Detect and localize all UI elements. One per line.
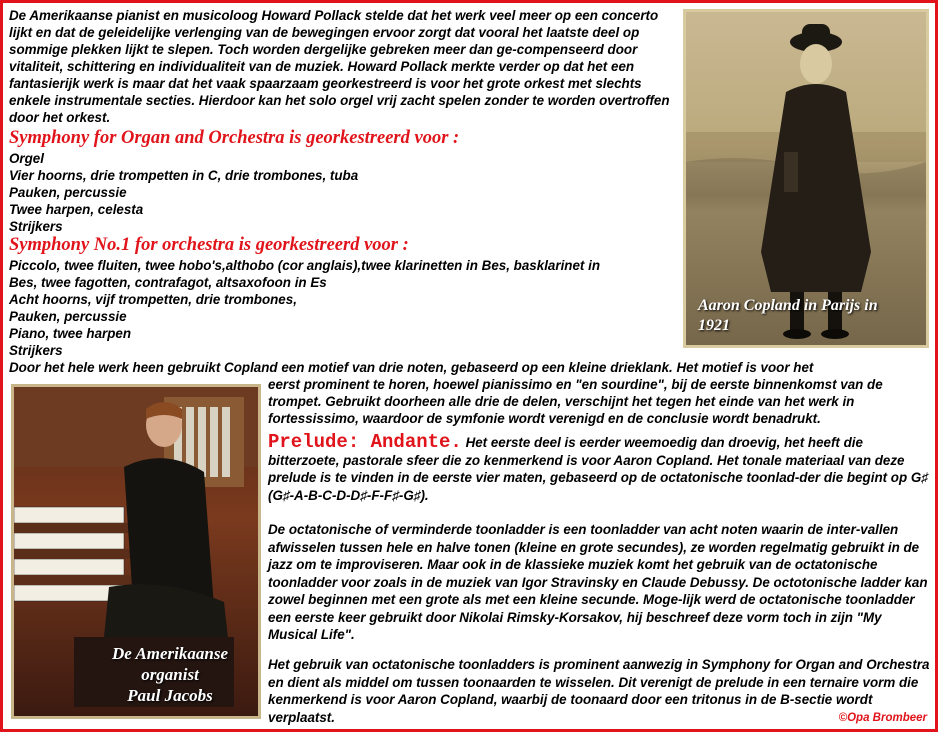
caption-line: De Amerikaanse <box>112 644 229 663</box>
intro-paragraph: De Amerikaanse pianist en musicoloog Howard Pollack stelde dat het werk veel meer op een concerto lijkt en dat de geleidelijke verlenging van de bewegingen ervoor zorgt dat vooral het laatste deel op sommige plekken lijkt te slepen. Toch worden dergelijke gebreken meer dan ge-compenseerd door vitaliteit, schittering en individualiteit van de muziek. Howard Pollack merkte verder op dat het een fantasierijk werk is maar dat het vaak spaarzaam georkestreerd is voor het grote orkest met slechts enkele instrumentale secties. Hierdoor kan het solo orgel vrij zacht spelen zonder te worden overtroffen door het orkest. <box>9 8 670 125</box>
prelude-paragraph <box>268 431 930 504</box>
heading-organ-orchestration: Symphony for Organ and Orchestra is georkestreerd voor : <box>9 128 460 148</box>
caption-line: 1921 <box>698 317 730 334</box>
organ-instrument-list <box>9 150 358 235</box>
prelude-text: Het eerste deel is eerder weemoedig dan droevig, het heeft die bitterzoete, pastorale sfeer die zo kenmerkend is voor Aaron Copland. Het tonale materiaal van deze prelude is te vinden in de eerste vier maten, gebaseerd op de octatonische toonlad-der die begint op G♯ (G♯-A-B-C-D-D♯-F-F♯-G♯). <box>268 435 928 503</box>
jacobs-photo <box>11 384 261 719</box>
octatonic-paragraph: De octatonische of verminderde toonladder is een toonladder van acht noten waarin de inter-vallen afwisselen tussen hele en halve tonen (kleine en grote secundes), ze worden regelmatig gebruikt in de jazz om te improviseren. Maar ook in de klassieke muziek komt het gebruik van de octatonische toonladder voor zoals in de muziek van Igor Stravinsky en Claude Debussy. De octotonische ladder kan zowel beginnen met een grote als met een kleine secunde. Moge-lijk werd de octatonische toonladder een eerste keer gebruikt door Nikolai Rimsky-Korsakov, hij beschreef deze vorm toch in zijn "My Musical Life". <box>268 522 928 642</box>
list-item: Acht hoorns, vijf trompetten, drie trombones, <box>9 292 297 307</box>
motif-first-line: Door het hele werk heen gebruikt Copland een motief van drie noten, gebaseerd op een kleine drieklank. Het motief is voor het <box>9 360 814 375</box>
list-item: Strijkers <box>9 219 63 234</box>
copland-caption <box>698 296 878 336</box>
symphony1-instrument-list <box>9 257 600 359</box>
usage-paragraph: Het gebruik van octatonische toonladders is prominent aanwezig in Symphony for Organ and Orchestra en dient als middel om tussen toonaarden te wisselen. Dit verenigt de prelude in een ternaire vorm die kenmerkend is voor Aaron Copland, waarbij de toonaard door een tritonus in de B-sectie wordt verplaatst. <box>268 657 930 725</box>
list-item: Pauken, percussie <box>9 185 127 200</box>
list-item: Vier hoorns, drie trompetten in C, drie trombones, tuba <box>9 168 359 183</box>
jacobs-caption <box>112 643 228 706</box>
caption-line: Paul Jacobs <box>127 686 213 705</box>
list-item: Orgel <box>9 151 44 166</box>
caption-line: Aaron Copland in Parijs in <box>698 297 878 314</box>
caption-line: organist <box>141 665 199 684</box>
heading-symphony1-orchestration: Symphony No.1 for orchestra is georkestreerd voor : <box>9 235 409 255</box>
copyright-notice: ©Opa Brombeer <box>838 712 927 724</box>
list-item: Strijkers <box>9 343 63 358</box>
list-item: Piano, twee harpen <box>9 326 132 341</box>
list-item: Twee harpen, celesta <box>9 202 144 217</box>
prelude-title: Prelude: Andante. <box>268 431 462 453</box>
list-item: Pauken, percussie <box>9 309 127 324</box>
list-item: Piccolo, twee fluiten, twee hobo's,althobo (cor anglais),twee klarinetten in Bes, basklarinet in <box>9 258 601 273</box>
copland-photo <box>683 9 929 348</box>
motif-paragraph: eerst prominent te horen, hoewel pianissimo en "en sourdine", bij de eerste binnenkomst van de trompet. Gebruikt doorheen alle drie de delen, verschijnt het tegen het einde van het werk in fortessissimo, waardoor de symfonie wordt verenigd en de conclusie wordt benadrukt. <box>268 377 883 426</box>
list-item: Bes, twee fagotten, contrafagot, altsaxofoon in Es <box>9 275 327 290</box>
